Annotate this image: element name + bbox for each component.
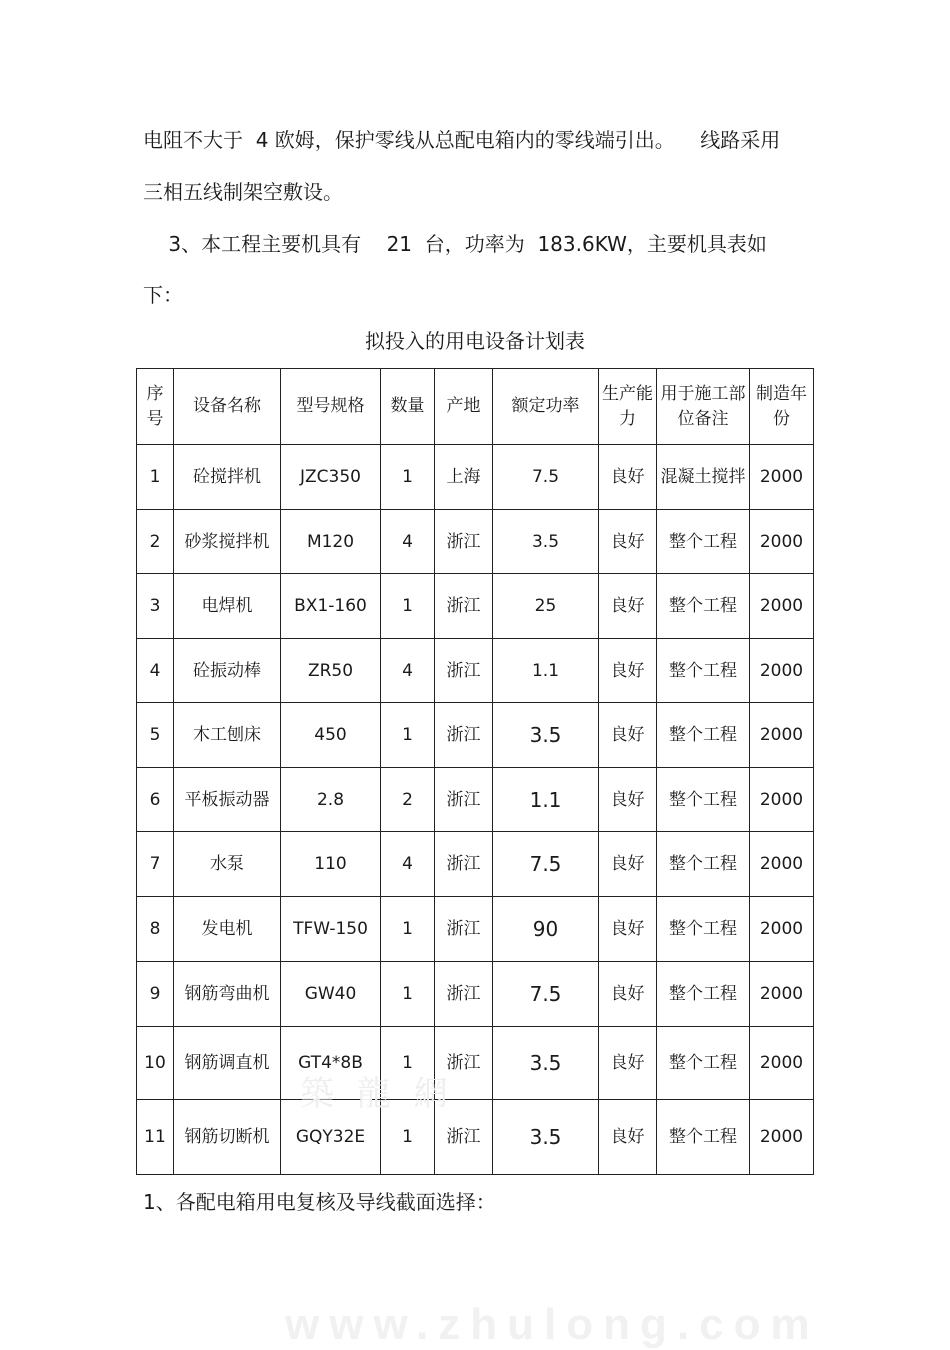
table-cell: 浙江 xyxy=(435,703,493,768)
table-cell: 整个工程 xyxy=(657,510,750,574)
table-row xyxy=(137,1027,814,1100)
table-cell: 10 xyxy=(137,1027,174,1100)
table-cell: 整个工程 xyxy=(657,1100,750,1175)
table-cell: 整个工程 xyxy=(657,639,750,703)
table-cell: 1.1 xyxy=(493,639,599,703)
table-cell: 砂浆搅拌机 xyxy=(174,510,281,574)
table-cell: 整个工程 xyxy=(657,832,750,897)
table-cell: 450 xyxy=(281,703,381,768)
table-cell: 2000 xyxy=(750,768,814,832)
table-cell: 7.5 xyxy=(493,962,599,1027)
table-cell: 浙江 xyxy=(435,510,493,574)
table-cell: 1 xyxy=(381,703,435,768)
table-cell: 整个工程 xyxy=(657,574,750,639)
table-row xyxy=(137,962,814,1027)
table-cell: 4 xyxy=(381,639,435,703)
table-cell: 2000 xyxy=(750,832,814,897)
table-header-cell: 用于施工部位备注 xyxy=(657,369,750,445)
table-cell: 良好 xyxy=(599,1100,657,1175)
table-cell: 浙江 xyxy=(435,639,493,703)
table-row xyxy=(137,574,814,639)
table-cell: 2000 xyxy=(750,962,814,1027)
table-cell: 2000 xyxy=(750,445,814,510)
table-cell: 浙江 xyxy=(435,768,493,832)
table-cell: 1 xyxy=(137,445,174,510)
table-cell: 2000 xyxy=(750,897,814,962)
table-cell: 3.5 xyxy=(493,703,599,768)
table-header-cell: 额定功率 xyxy=(493,369,599,445)
table-cell: TFW-150 xyxy=(281,897,381,962)
table-cell: 2000 xyxy=(750,703,814,768)
table-cell: 良好 xyxy=(599,962,657,1027)
table-cell: 2.8 xyxy=(281,768,381,832)
table-cell: 3.5 xyxy=(493,1100,599,1175)
table-cell: 发电机 xyxy=(174,897,281,962)
table-cell: 90 xyxy=(493,897,599,962)
table-cell: GW40 xyxy=(281,962,381,1027)
table-cell: 砼振动棒 xyxy=(174,639,281,703)
table-cell: GT4*8B xyxy=(281,1027,381,1100)
table-cell: BX1-160 xyxy=(281,574,381,639)
table-cell: 3 xyxy=(137,574,174,639)
table-cell: 2 xyxy=(381,768,435,832)
table-cell: 混凝土搅拌 xyxy=(657,445,750,510)
table-cell: 1 xyxy=(381,574,435,639)
table-header-cell: 序号 xyxy=(137,369,174,445)
table-cell: 1.1 xyxy=(493,768,599,832)
table-cell: 2000 xyxy=(750,574,814,639)
table-row xyxy=(137,445,814,510)
table-header-cell: 数量 xyxy=(381,369,435,445)
table-cell: 浙江 xyxy=(435,897,493,962)
table-cell: 1 xyxy=(381,1027,435,1100)
table-row xyxy=(137,832,814,897)
table-row xyxy=(137,1100,814,1175)
section-heading: 1、各配电箱用电复核及导线截面选择： xyxy=(143,1190,496,1214)
table-cell: 浙江 xyxy=(435,962,493,1027)
table-cell: 平板振动器 xyxy=(174,768,281,832)
table-cell: 整个工程 xyxy=(657,962,750,1027)
table-cell: 钢筋调直机 xyxy=(174,1027,281,1100)
watermark-text: 築 龍 網 xyxy=(300,1074,454,1114)
table-row xyxy=(137,703,814,768)
table-cell: 1 xyxy=(381,445,435,510)
table-cell: 整个工程 xyxy=(657,703,750,768)
table-cell: M120 xyxy=(281,510,381,574)
table-cell: 2000 xyxy=(750,1100,814,1175)
table-cell: 110 xyxy=(281,832,381,897)
table-cell: 整个工程 xyxy=(657,1027,750,1100)
table-cell: 水泵 xyxy=(174,832,281,897)
table-cell: 9 xyxy=(137,962,174,1027)
table-cell: 3.5 xyxy=(493,510,599,574)
table-cell: GQY32E xyxy=(281,1100,381,1175)
table-header-cell: 制造年份 xyxy=(750,369,814,445)
watermark-text: www.zhulong.com xyxy=(285,1300,820,1349)
table-cell: 2000 xyxy=(750,510,814,574)
table-cell: 浙江 xyxy=(435,1100,493,1175)
table-cell: 良好 xyxy=(599,574,657,639)
table-cell: 1 xyxy=(381,897,435,962)
table-row xyxy=(137,897,814,962)
table-cell: 良好 xyxy=(599,510,657,574)
table-cell: 整个工程 xyxy=(657,897,750,962)
table-cell: 钢筋弯曲机 xyxy=(174,962,281,1027)
table-cell: 良好 xyxy=(599,1027,657,1100)
table-cell: 上海 xyxy=(435,445,493,510)
table-cell: 8 xyxy=(137,897,174,962)
table-cell: 良好 xyxy=(599,832,657,897)
paragraph-line: 3、本工程主要机具有 21 台，功率为 183.6KW，主要机具表如 xyxy=(143,232,767,256)
table-header-cell: 型号规格 xyxy=(281,369,381,445)
table-header-cell: 设备名称 xyxy=(174,369,281,445)
table-cell: 浙江 xyxy=(435,832,493,897)
table-cell: 1 xyxy=(381,1100,435,1175)
table-cell: 电焊机 xyxy=(174,574,281,639)
table-title: 拟投入的用电设备计划表 xyxy=(365,329,585,353)
table-cell: 2000 xyxy=(750,1027,814,1100)
table-row xyxy=(137,768,814,832)
table-cell: JZC350 xyxy=(281,445,381,510)
paragraph-line: 三相五线制架空敷设。 xyxy=(143,180,343,204)
table-cell: 3.5 xyxy=(493,1027,599,1100)
table-cell: 1 xyxy=(381,962,435,1027)
table-cell: 7 xyxy=(137,832,174,897)
table-cell: 7.5 xyxy=(493,832,599,897)
table-cell: 浙江 xyxy=(435,574,493,639)
table-cell: 良好 xyxy=(599,768,657,832)
table-cell: 2 xyxy=(137,510,174,574)
table-header-cell: 生产能力 xyxy=(599,369,657,445)
table-cell: 良好 xyxy=(599,897,657,962)
table-cell: 砼搅拌机 xyxy=(174,445,281,510)
paragraph-line: 下： xyxy=(143,283,183,307)
table-cell: 4 xyxy=(381,510,435,574)
table-cell: 2000 xyxy=(750,639,814,703)
table-cell: 整个工程 xyxy=(657,768,750,832)
equipment-table xyxy=(136,368,814,1175)
table-cell: ZR50 xyxy=(281,639,381,703)
paragraph-line: 电阻不大于 4 欧姆，保护零线从总配电箱内的零线端引出。 线路采用 xyxy=(143,128,781,152)
table-header-row xyxy=(137,369,814,445)
table-cell: 良好 xyxy=(599,445,657,510)
table-cell: 6 xyxy=(137,768,174,832)
table-cell: 良好 xyxy=(599,639,657,703)
table-cell: 良好 xyxy=(599,703,657,768)
table-row xyxy=(137,510,814,574)
table-cell: 11 xyxy=(137,1100,174,1175)
table-cell: 5 xyxy=(137,703,174,768)
table-cell: 4 xyxy=(381,832,435,897)
table-row xyxy=(137,639,814,703)
table-cell: 25 xyxy=(493,574,599,639)
table-cell: 7.5 xyxy=(493,445,599,510)
table-cell: 4 xyxy=(137,639,174,703)
table-cell: 浙江 xyxy=(435,1027,493,1100)
table-header-cell: 产地 xyxy=(435,369,493,445)
table-cell: 木工刨床 xyxy=(174,703,281,768)
table-cell: 钢筋切断机 xyxy=(174,1100,281,1175)
